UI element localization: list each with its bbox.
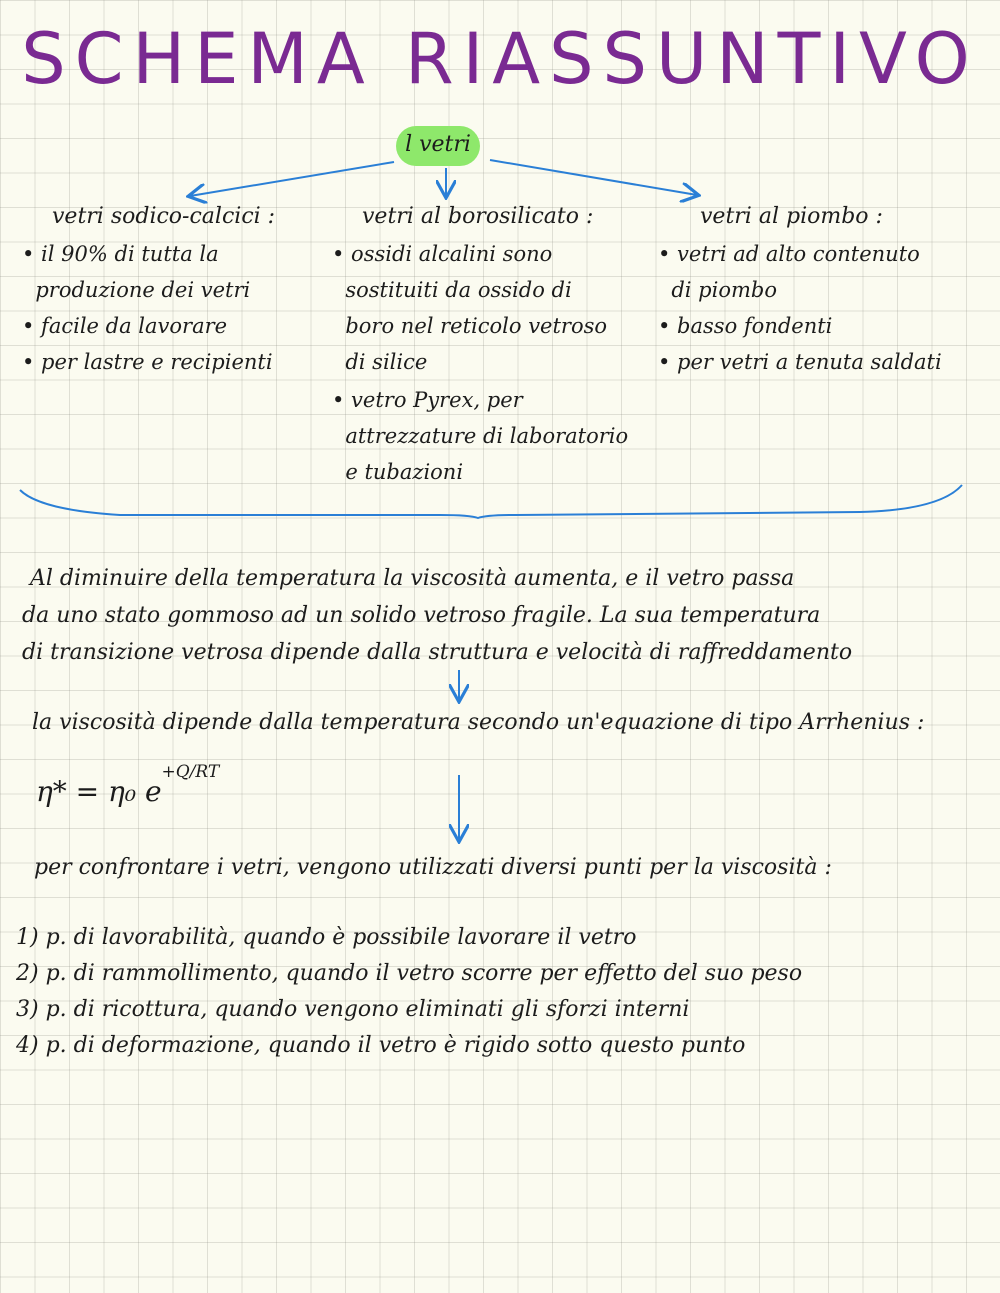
column-2-line: • vetro Pyrex, per xyxy=(332,388,523,412)
column-3-line: • basso fondenti xyxy=(658,314,833,338)
column-3-line: • vetri ad alto contenuto xyxy=(658,242,920,266)
column-3-line: • per vetri a tenuta saldati xyxy=(658,350,942,374)
column-heading-borosilicato: vetri al borosilicato : xyxy=(362,204,594,229)
column-2-line: attrezzature di laboratorio xyxy=(332,424,629,448)
viscosity-point-item: 1) p. di lavorabilità, quando è possibile lavorare il vetro xyxy=(16,925,637,950)
column-2-line: boro nel reticolo vetroso xyxy=(332,314,608,338)
arrow-to-left-column xyxy=(190,162,394,196)
compare-statement: per confrontare i vetri, vengono utilizzati diversi punti per la viscosità : xyxy=(34,855,832,880)
column-heading-sodico-calcici: vetri sodico-calcici : xyxy=(52,204,276,229)
column-3-line: di piombo xyxy=(658,278,777,302)
arrhenius-statement: la viscosità dipende dalla temperatura secondo un'equazione di tipo Arrhenius : xyxy=(32,710,925,735)
central-node-label: l vetri xyxy=(405,132,471,157)
column-2-line: di silice xyxy=(332,350,428,374)
column-2-line: sostituiti da ossido di xyxy=(332,278,572,302)
viscosity-point-item: 4) p. di deformazione, quando il vetro è rigido sotto questo punto xyxy=(16,1033,746,1058)
page-title: SCHEMA RIASSUNTIVO xyxy=(21,18,979,100)
paragraph-line: di transizione vetrosa dipende dalla struttura e velocità di raffreddamento xyxy=(22,640,853,665)
column-1-line: • il 90% di tutta la xyxy=(22,242,219,266)
grouping-brace xyxy=(20,485,962,518)
viscosity-point-item: 3) p. di ricottura, quando vengono eliminati gli sforzi interni xyxy=(16,997,690,1022)
column-1-line: • facile da lavorare xyxy=(22,314,228,338)
arrow-to-right-column xyxy=(490,160,697,195)
paragraph-line: da uno stato gommoso ad un solido vetroso fragile. La sua temperatura xyxy=(22,603,821,628)
column-2-line: e tubazioni xyxy=(332,460,464,484)
column-1-line: produzione dei vetri xyxy=(22,278,251,302)
paragraph-line: Al diminuire della temperatura la viscosità aumenta, e il vetro passa xyxy=(30,566,795,591)
viscosity-point-item: 2) p. di rammollimento, quando il vetro scorre per effetto del suo peso xyxy=(16,961,803,986)
equation-exponent: +Q/RT xyxy=(161,761,220,782)
column-1-line: • per lastre e recipienti xyxy=(22,350,273,374)
equation-base: η* = η₀ e xyxy=(36,775,162,808)
column-heading-piombo: vetri al piombo : xyxy=(700,204,883,229)
viscosity-equation xyxy=(36,761,220,808)
column-2-line: • ossidi alcalini sono xyxy=(332,242,553,266)
